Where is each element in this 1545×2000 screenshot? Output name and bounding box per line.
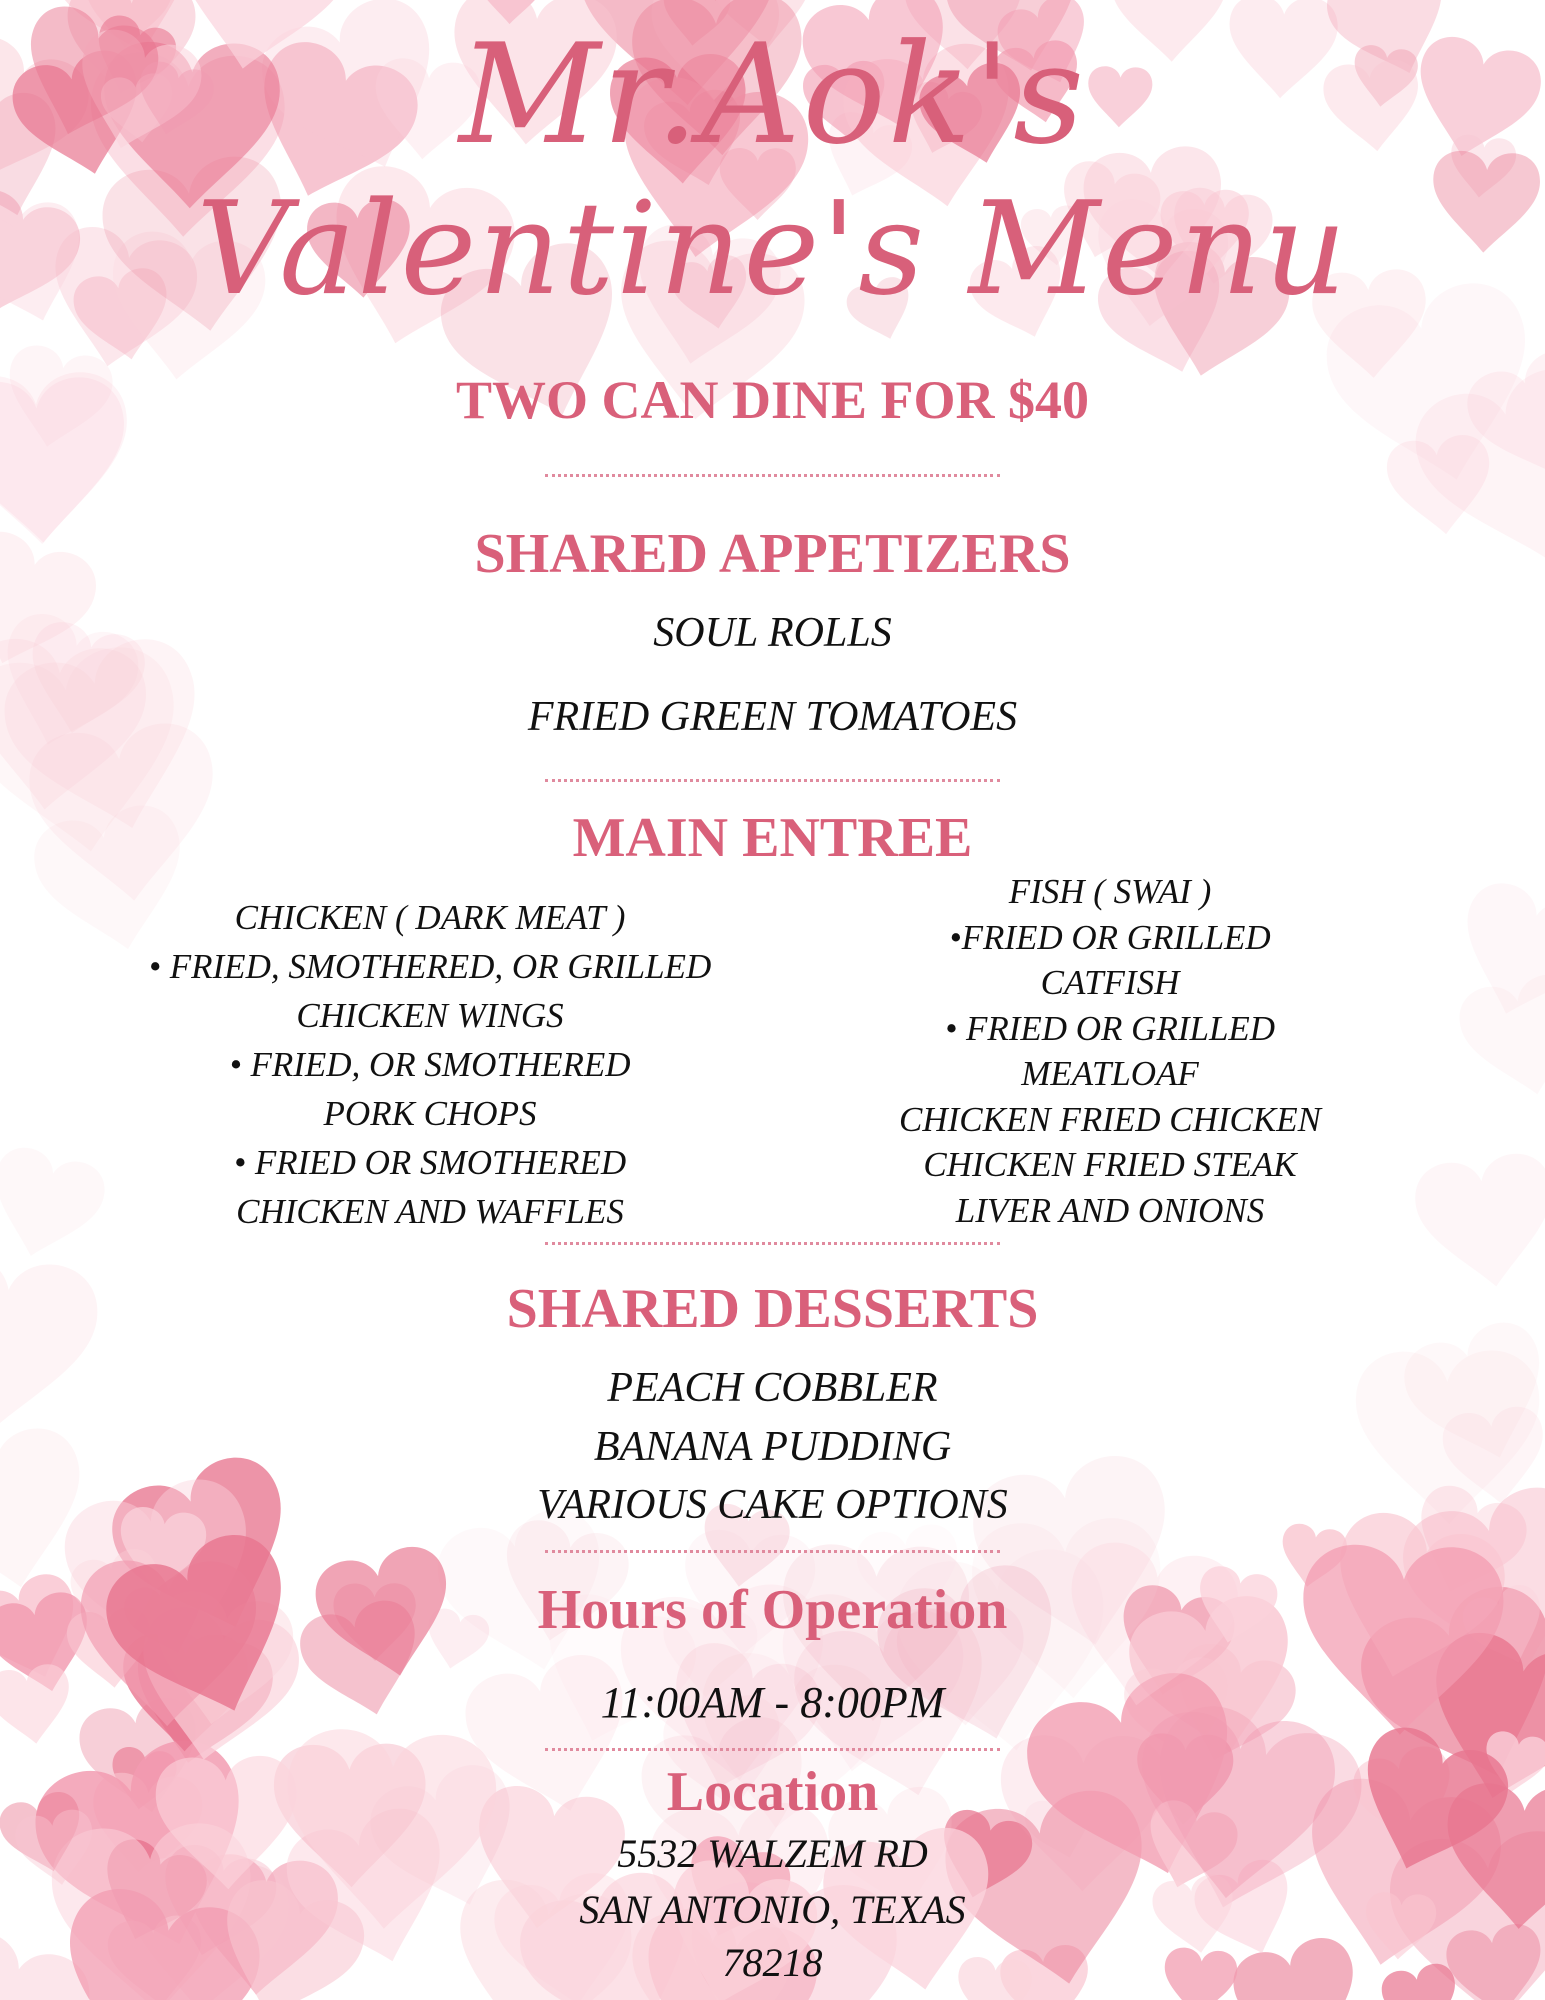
entree-item: CHICKEN ( DARK MEAT ) bbox=[234, 898, 626, 937]
entree-item: CATFISH bbox=[1040, 963, 1180, 1002]
menu-title-line1: Mr.Aok's bbox=[458, 14, 1087, 175]
entree-item: MEATLOAF bbox=[1021, 1054, 1199, 1093]
entree-heading: MAIN ENTREE bbox=[572, 807, 973, 869]
hours-heading: Hours of Operation bbox=[537, 1579, 1008, 1641]
appetizer-item: SOUL ROLLS bbox=[653, 610, 892, 656]
menu-title-line2: Valentine's Menu bbox=[196, 175, 1349, 324]
divider bbox=[545, 1242, 1000, 1245]
entree-item: FISH ( SWAI ) bbox=[1008, 872, 1212, 911]
divider bbox=[545, 1550, 1000, 1553]
desserts-heading: SHARED DESSERTS bbox=[506, 1278, 1039, 1340]
divider bbox=[545, 1748, 1000, 1751]
dessert-item: BANANA PUDDING bbox=[593, 1424, 952, 1470]
promo-heading: TWO CAN DINE FOR $40 bbox=[455, 370, 1090, 430]
address-line: SAN ANTONIO, TEXAS bbox=[579, 1887, 966, 1932]
entree-item: • FRIED OR GRILLED bbox=[944, 1008, 1276, 1048]
entree-item: LIVER AND ONIONS bbox=[955, 1190, 1265, 1230]
entree-item: CHICKEN FRIED CHICKEN bbox=[899, 1099, 1321, 1139]
entree-left-column bbox=[100, 893, 760, 1236]
appetizer-item: FRIED GREEN TOMATOES bbox=[527, 694, 1018, 740]
entree-item: CHICKEN FRIED STEAK bbox=[923, 1145, 1297, 1184]
address-line: 5532 WALZEM RD bbox=[617, 1831, 928, 1876]
dessert-item: VARIOUS CAKE OPTIONS bbox=[537, 1482, 1008, 1528]
entree-right-column bbox=[860, 869, 1360, 1233]
dessert-item: PEACH COBBLER bbox=[607, 1365, 938, 1411]
entree-item: CHICKEN AND WAFFLES bbox=[236, 1192, 624, 1231]
appetizers-heading: SHARED APPETIZERS bbox=[474, 523, 1071, 585]
entree-item: PORK CHOPS bbox=[323, 1094, 537, 1133]
address-line: 78218 bbox=[722, 1940, 823, 1985]
hours-value: 11:00AM - 8:00PM bbox=[600, 1678, 945, 1727]
entree-item: CHICKEN WINGS bbox=[296, 996, 564, 1035]
entree-item: • FRIED OR SMOTHERED bbox=[233, 1143, 627, 1182]
divider bbox=[545, 474, 1000, 477]
location-heading: Location bbox=[666, 1761, 879, 1823]
divider bbox=[545, 779, 1000, 782]
entree-item: • FRIED, SMOTHERED, OR GRILLED bbox=[148, 947, 712, 986]
entree-item: •FRIED OR GRILLED bbox=[949, 917, 1271, 957]
entree-item: • FRIED, OR SMOTHERED bbox=[229, 1045, 631, 1084]
